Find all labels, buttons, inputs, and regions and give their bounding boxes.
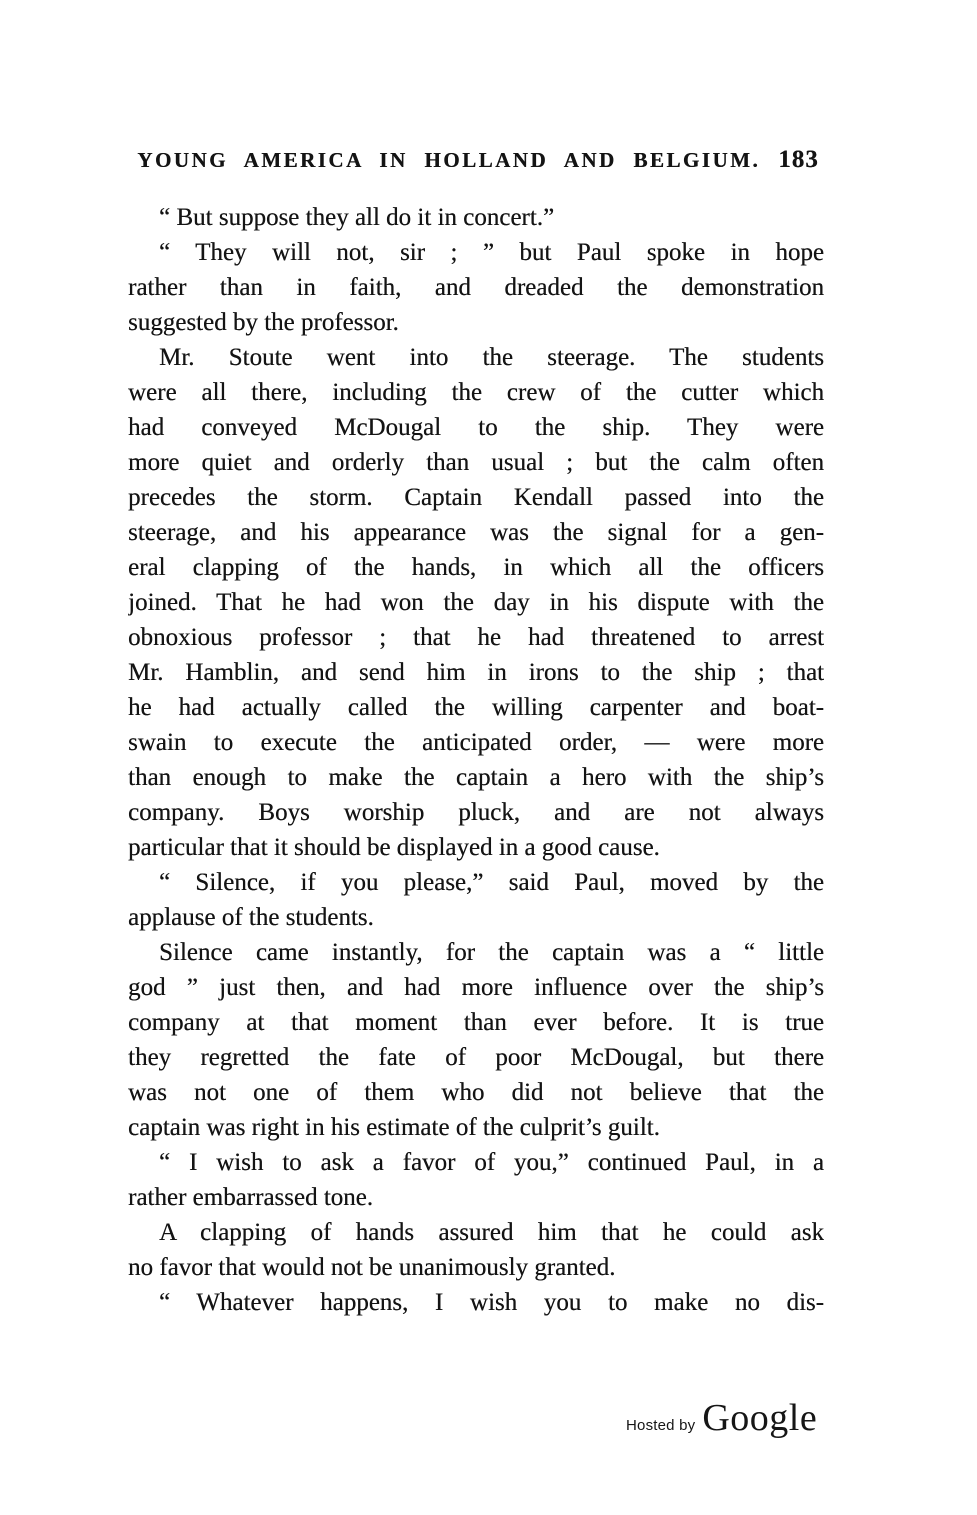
text-line: “ Silence, if you please,” said Paul, moved by the <box>159 869 824 896</box>
text-line: more quiet and orderly than usual ; but the calm often <box>128 449 824 476</box>
page-number: 183 <box>778 146 819 173</box>
text-line: he had actually called the willing carpenter and boat- <box>128 694 824 721</box>
hosted-by-google-watermark <box>626 1396 817 1440</box>
text-line: obnoxious professor ; that he had threatened to arrest <box>128 624 824 651</box>
text-line: “ Whatever happens, I wish you to make no dis- <box>159 1289 824 1316</box>
text-line: had conveyed McDougal to the ship. They were <box>128 414 824 441</box>
text-line: joined. That he had won the day in his dispute with the <box>128 589 824 616</box>
page-header <box>128 146 828 174</box>
text-line: “ I wish to ask a favor of you,” continued Paul, in a <box>159 1149 824 1176</box>
running-title: YOUNG AMERICA IN HOLLAND AND BELGIUM. <box>137 148 761 172</box>
text-line: suggested by the professor. <box>128 309 399 336</box>
text-line: precedes the storm. Captain Kendall passed into the <box>128 484 824 511</box>
text-line: captain was right in his estimate of the culprit’s guilt. <box>128 1114 660 1141</box>
text-line: rather than in faith, and dreaded the demonstration <box>128 274 824 301</box>
text-line: eral clapping of the hands, in which all the officers <box>128 554 824 581</box>
text-line: company at that moment than ever before. It is true <box>128 1009 824 1036</box>
body-text <box>128 200 824 1320</box>
text-line: than enough to make the captain a hero with the ship’s <box>128 764 824 791</box>
text-line: applause of the students. <box>128 904 374 931</box>
text-line: steerage, and his appearance was the signal for a gen- <box>128 519 824 546</box>
text-line: “ They will not, sir ; ” but Paul spoke in hope <box>159 239 824 266</box>
hosted-by-label: Hosted by <box>626 1417 696 1434</box>
text-line: was not one of them who did not believe that the <box>128 1079 824 1106</box>
text-line: “ But suppose they all do it in concert.” <box>159 204 555 231</box>
text-line: they regretted the fate of poor McDougal, but there <box>128 1044 824 1071</box>
google-logo: Google <box>702 1397 818 1439</box>
text-line: god ” just then, and had more influence over the ship’s <box>128 974 824 1001</box>
text-line: Mr. Hamblin, and send him in irons to the ship ; that <box>128 659 824 686</box>
text-line: A clapping of hands assured him that he could ask <box>159 1219 824 1246</box>
text-line: Silence came instantly, for the captain was a “ little <box>159 939 824 966</box>
text-line: company. Boys worship pluck, and are not always <box>128 799 824 826</box>
text-line: Mr. Stoute went into the steerage. The students <box>159 344 824 371</box>
text-line: were all there, including the crew of the cutter which <box>128 379 824 406</box>
text-line: no favor that would not be unanimously granted. <box>128 1254 616 1281</box>
text-line: swain to execute the anticipated order, — were more <box>128 729 824 756</box>
text-line: particular that it should be displayed in a good cause. <box>128 834 660 861</box>
text-line: rather embarrassed tone. <box>128 1184 374 1211</box>
